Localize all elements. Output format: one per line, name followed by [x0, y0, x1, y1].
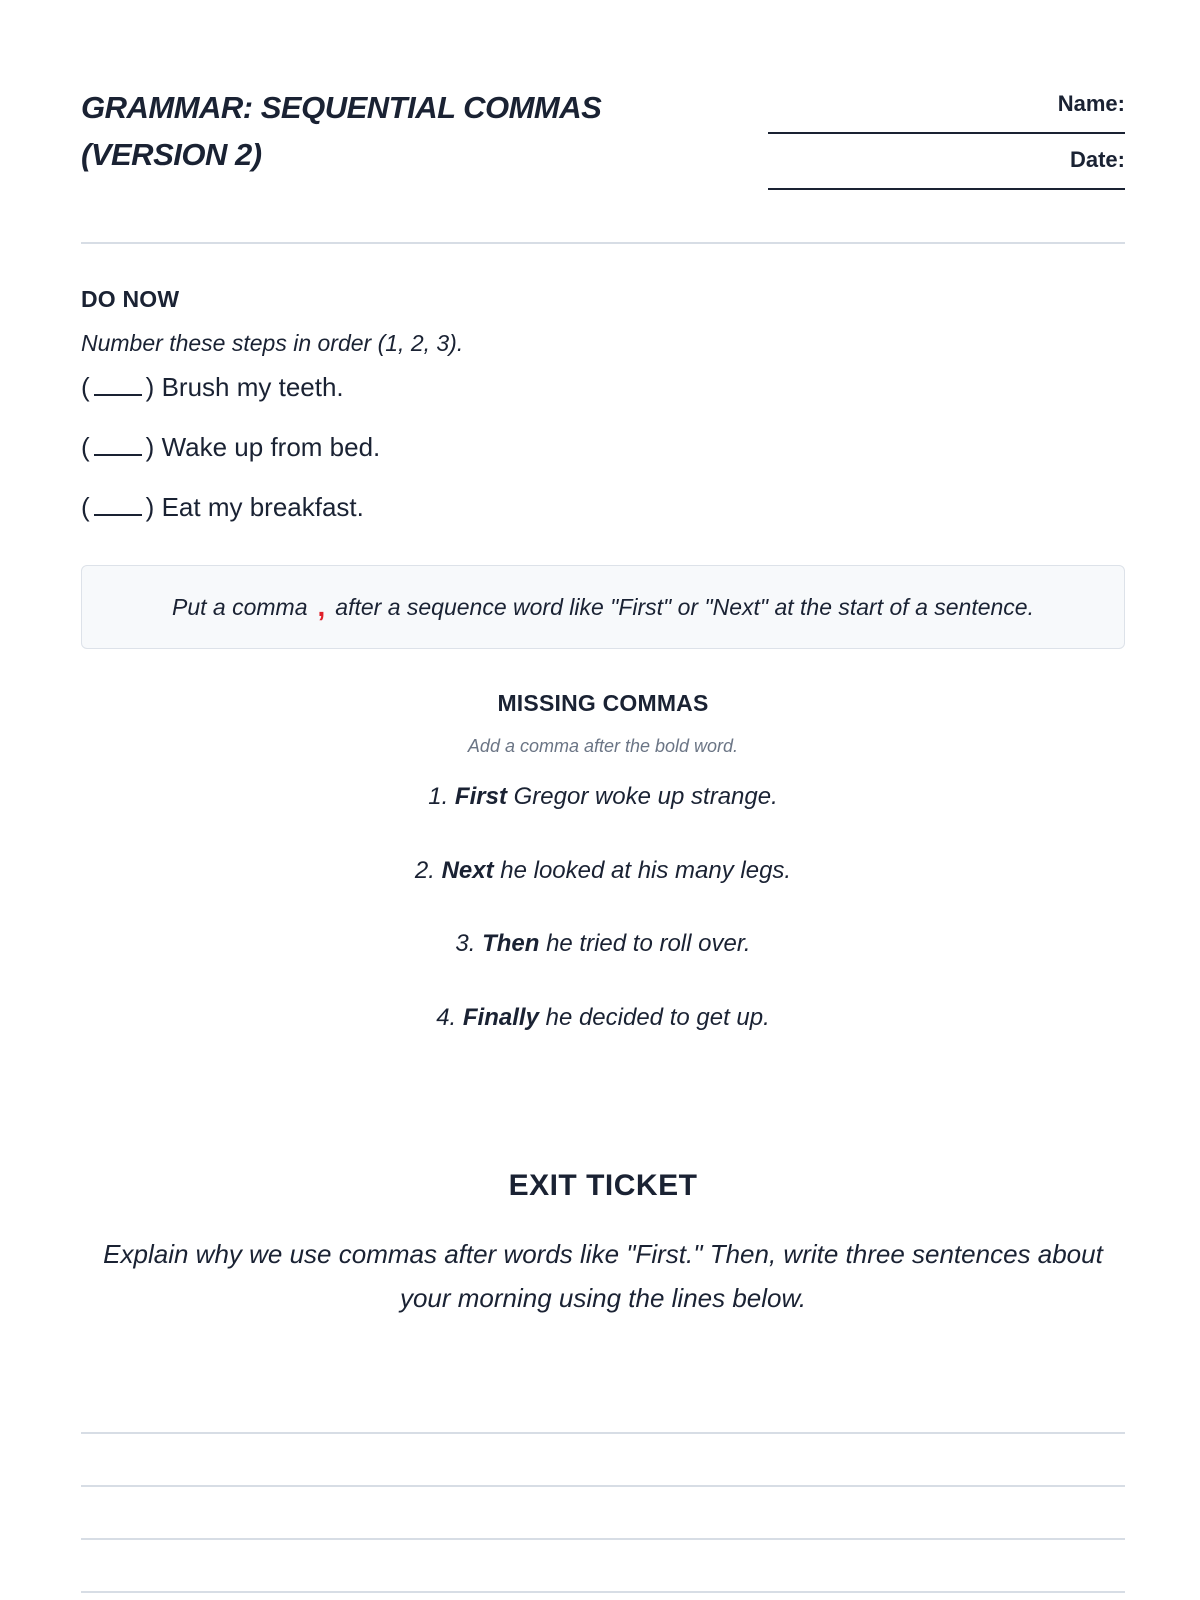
answer-line[interactable] [81, 1487, 1125, 1540]
do-now-section [81, 282, 1125, 548]
worksheet-title: GRAMMAR: SEQUENTIAL COMMAS (VERSION 2) [81, 90, 602, 172]
answer-lines [81, 1432, 1125, 1593]
practice-sentence [81, 1001, 1125, 1075]
sentence-number: 2. [414, 856, 435, 884]
name-write-line[interactable] [768, 118, 1125, 134]
sentence-rest: he decided to get up. [545, 1003, 770, 1031]
sequence-word: First [454, 783, 507, 810]
sequence-word: Finally [462, 1003, 539, 1031]
practice-sentence [81, 854, 1125, 928]
missing-commas-subheading: Add a comma after the bold word. [467, 736, 739, 756]
rule-text-after: after a sequence word like "First" or "Next" at the start of a sentence. [335, 593, 1034, 620]
step-item [81, 488, 1125, 548]
ordering-steps-list [81, 368, 1125, 548]
practice-sentence [81, 927, 1125, 1001]
step-text: Brush my teeth. [161, 372, 344, 402]
missing-commas-heading: MISSING COMMAS [497, 690, 709, 716]
sentence-rest: he looked at his many legs. [500, 856, 792, 884]
practice-sentences-list [81, 780, 1125, 1074]
worksheet-header [81, 78, 1125, 244]
date-write-line[interactable] [768, 174, 1125, 190]
step-text: Wake up from bed. [161, 432, 381, 462]
sentence-rest: he tried to roll over. [546, 930, 751, 957]
exit-ticket-heading: EXIT TICKET [508, 1169, 698, 1202]
do-now-instructions: Number these steps in order (1, 2, 3). [81, 330, 464, 356]
red-comma-mark: , [317, 591, 326, 622]
sentence-number: 3. [455, 930, 476, 957]
answer-line[interactable] [81, 1540, 1125, 1593]
step-close-paren: ) [145, 492, 155, 522]
practice-sentence [81, 780, 1125, 854]
answer-line[interactable] [81, 1434, 1125, 1487]
sentence-number: 1. [428, 783, 449, 810]
missing-commas-section [81, 686, 1125, 1074]
date-label: Date: [1069, 147, 1125, 172]
step-open-paren: ( [81, 492, 90, 522]
rule-text-before: Put a comma [172, 593, 308, 620]
step-number-blank[interactable] [94, 372, 142, 396]
name-label: Name: [1057, 91, 1125, 116]
student-info-fields [765, 90, 1125, 202]
step-item [81, 428, 1125, 488]
exit-ticket-prompt: Explain why we use commas after words like "First." Then, write three sentences about your morning using the lines below. [103, 1239, 1103, 1313]
sequence-word: Then [482, 930, 540, 957]
step-open-paren: ( [81, 372, 90, 402]
comma-rule-box [81, 565, 1125, 649]
sentence-rest: Gregor woke up strange. [513, 783, 778, 810]
step-close-paren: ) [145, 432, 155, 462]
sentence-number: 4. [436, 1003, 457, 1031]
step-item [81, 368, 1125, 428]
worksheet-page [81, 0, 1125, 1600]
step-number-blank[interactable] [94, 492, 142, 516]
step-number-blank[interactable] [94, 432, 142, 456]
step-open-paren: ( [81, 432, 90, 462]
sequence-word: Next [441, 856, 494, 884]
do-now-heading: DO NOW [81, 286, 180, 312]
step-text: Eat my breakfast. [161, 492, 364, 522]
exit-ticket-section [81, 1166, 1125, 1320]
step-close-paren: ) [145, 372, 155, 402]
